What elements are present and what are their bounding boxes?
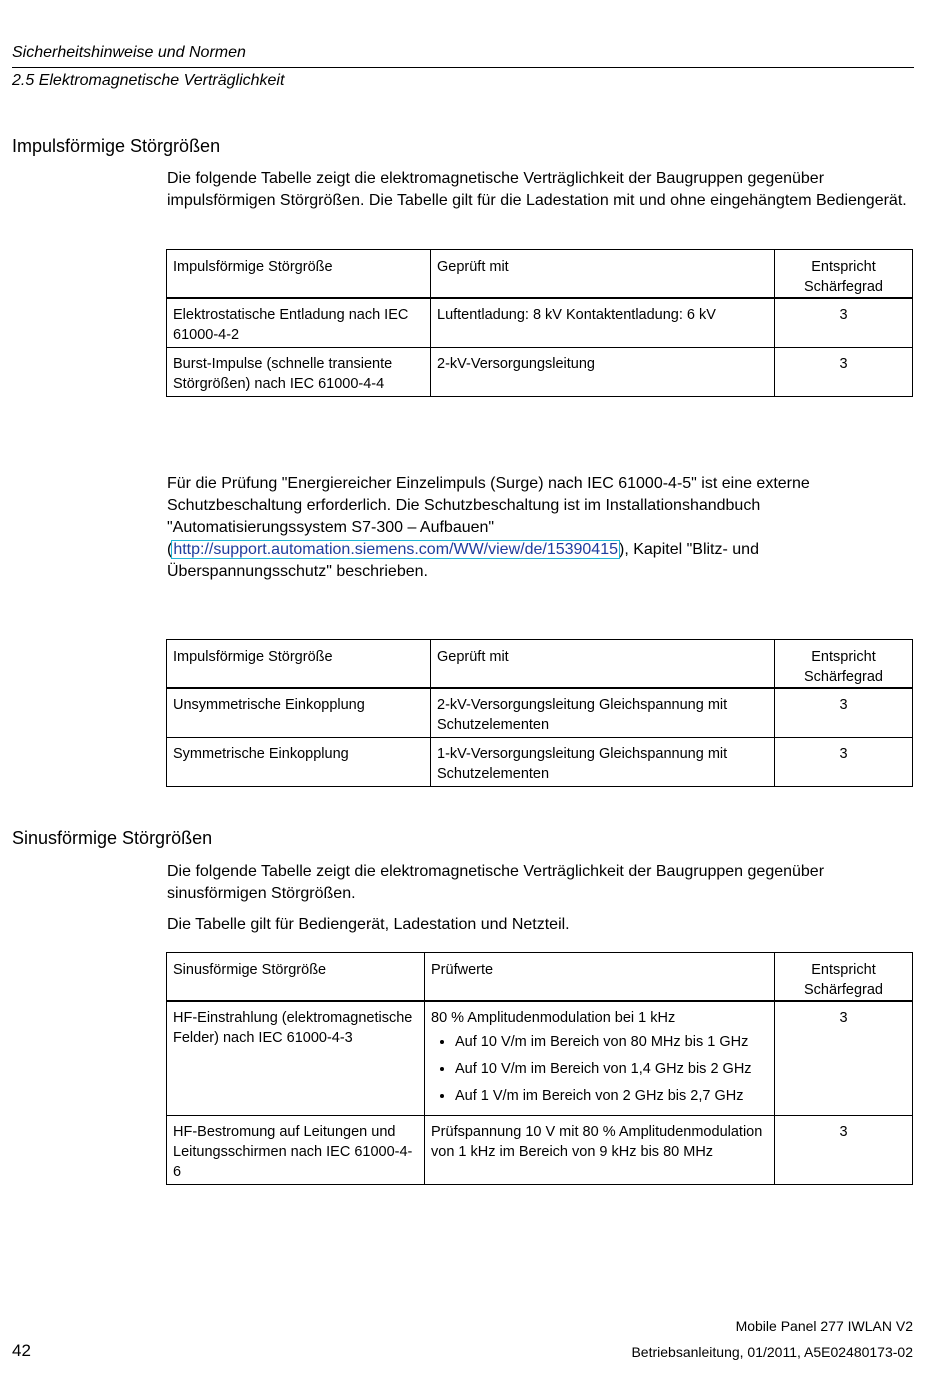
table-cell: 3 xyxy=(775,1001,913,1116)
table-cell: 1-kV-Versorgungsleitung Gleichspannung mit Schutzelementen xyxy=(431,738,775,787)
column-header: Geprüft mit xyxy=(431,640,775,689)
surge-text-after: ), Kapitel "Blitz- und Überspannungsschutz" beschrieben. xyxy=(167,541,759,580)
table-row xyxy=(167,1116,913,1185)
sinus-table xyxy=(166,952,913,1185)
table-cell: HF-Einstrahlung (elektromagnetische Felder) nach IEC 61000-4-3 xyxy=(167,1001,425,1116)
column-header: Entspricht Schärfegrad xyxy=(775,640,913,689)
column-header: Impulsförmige Störgröße xyxy=(167,250,431,299)
table-cell: 2-kV-Versorgungsleitung Gleichspannung mit Schutzelementen xyxy=(431,688,775,738)
list-item: • Auf 1 V/m im Bereich von 2 GHz bis 2,7 GHz xyxy=(455,1086,768,1106)
sinus-intro-paragraph: Die folgende Tabelle zeigt die elektromagnetische Verträglichkeit der Baugruppen gegenüber sinusförmigen Störgrößen. xyxy=(167,863,825,902)
running-header-section: 2.5 Elektromagnetische Verträglichkeit xyxy=(12,72,285,89)
table-cell: Symmetrische Einkopplung xyxy=(167,738,431,787)
bullet-list xyxy=(431,1032,768,1106)
table-cell: Luftentladung: 8 kV Kontaktentladung: 6 kV xyxy=(431,298,775,348)
column-header: Geprüft mit xyxy=(431,250,775,299)
table-header-row xyxy=(167,953,913,1002)
running-header-title: Sicherheitshinweise und Normen xyxy=(12,44,246,61)
impulse-table-1 xyxy=(166,249,913,397)
list-item: • Auf 10 V/m im Bereich von 80 MHz bis 1 GHz xyxy=(455,1032,768,1052)
table-row xyxy=(167,348,913,397)
siemens-support-link[interactable]: http://support.automation.siemens.com/WW/view/de/15390415 xyxy=(173,541,618,558)
table-cell: Elektrostatische Entladung nach IEC 61000-4-2 xyxy=(167,298,431,348)
surge-text-before: Für die Prüfung "Energiereicher Einzelimpuls (Surge) nach IEC 61000-4-5" ist eine externe Schutzbeschaltung erforderlich. Die Schutzbeschaltung ist im Installationshandbuch "Automatisierungssystem S7-300 – Aufbauen" ( xyxy=(167,475,810,558)
column-header: Entspricht Schärfegrad xyxy=(775,953,913,1002)
table-cell: 3 xyxy=(775,298,913,348)
page-number: 42 xyxy=(12,1341,31,1360)
column-header: Impulsförmige Störgröße xyxy=(167,640,431,689)
sinus-scope-paragraph: Die Tabelle gilt für Bediengerät, Ladestation und Netzteil. xyxy=(167,916,570,933)
footer-product: Mobile Panel 277 IWLAN V2 xyxy=(735,1318,913,1334)
table-row xyxy=(167,688,913,738)
table-row xyxy=(167,298,913,348)
list-item: • Auf 10 V/m im Bereich von 1,4 GHz bis 2 GHz xyxy=(455,1059,768,1079)
table-cell: 3 xyxy=(775,688,913,738)
table-cell: 3 xyxy=(775,738,913,787)
table-cell: 2-kV-Versorgungsleitung xyxy=(431,348,775,397)
table-cell: Burst-Impulse (schnelle transiente Störgrößen) nach IEC 61000-4-4 xyxy=(167,348,431,397)
table-cell: 3 xyxy=(775,348,913,397)
table-row xyxy=(167,1001,913,1116)
section-heading-sinus: Sinusförmige Störgrößen xyxy=(12,828,213,848)
column-header: Prüfwerte xyxy=(425,953,775,1002)
table-header-row xyxy=(167,640,913,689)
impulse-table-2 xyxy=(166,639,913,787)
column-header: Sinusförmige Störgröße xyxy=(167,953,425,1002)
table-cell: Unsymmetrische Einkopplung xyxy=(167,688,431,738)
table-cell: 3 xyxy=(775,1116,913,1185)
table-cell xyxy=(425,1001,775,1116)
impulse-intro-paragraph: Die folgende Tabelle zeigt die elektromagnetische Verträglichkeit der Baugruppen gegenüber impulsförmigen Störgrößen. Die Tabelle gilt für die Ladestation mit und ohne eingehängtem Bediengerät. xyxy=(167,170,907,209)
table-row xyxy=(167,738,913,787)
section-heading-impulse: Impulsförmige Störgrößen xyxy=(12,136,221,156)
cell-lead-text: 80 % Amplitudenmodulation bei 1 kHz xyxy=(431,1010,676,1026)
table-header-row xyxy=(167,250,913,299)
header-rule xyxy=(12,67,914,68)
table-cell: Prüfspannung 10 V mit 80 % Amplitudenmodulation von 1 kHz im Bereich von 9 kHz bis 80 MHz xyxy=(425,1116,775,1185)
column-header: Entspricht Schärfegrad xyxy=(775,250,913,299)
footer-document-id: Betriebsanleitung, 01/2011, A5E02480173-02 xyxy=(631,1344,913,1360)
table-cell: HF-Bestromung auf Leitungen und Leitungsschirmen nach IEC 61000-4-6 xyxy=(167,1116,425,1185)
surge-paragraph xyxy=(167,473,913,583)
